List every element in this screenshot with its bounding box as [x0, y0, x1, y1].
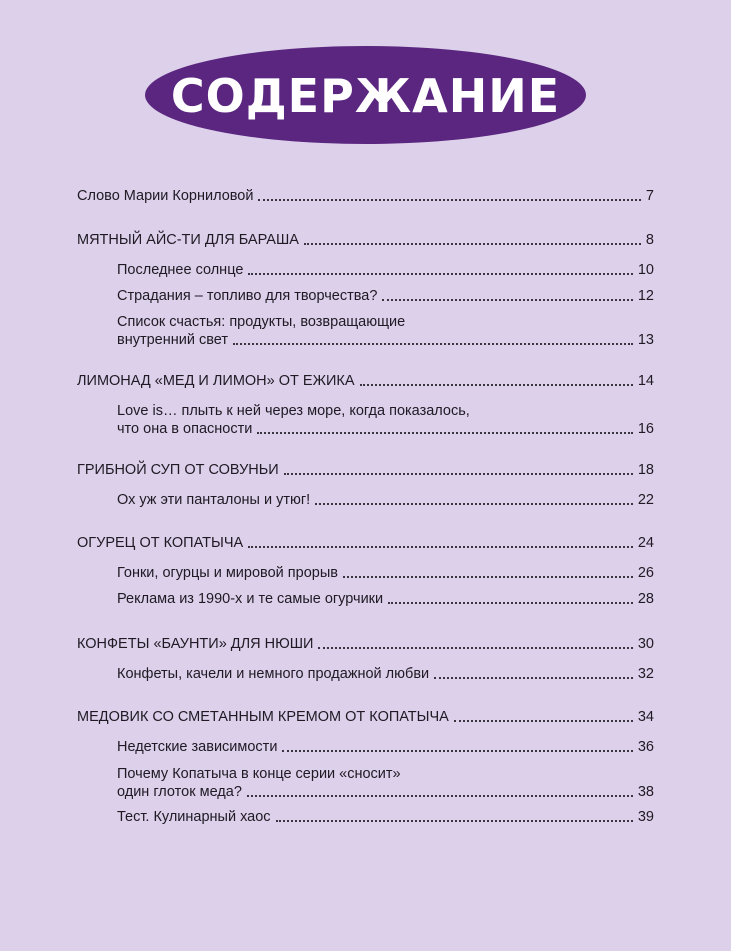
toc-subentry-label: внутренний свет	[117, 332, 228, 348]
toc-subentry[interactable]	[117, 492, 654, 509]
toc-subentry[interactable]	[117, 332, 654, 349]
toc-entry-page: 18	[637, 462, 654, 478]
toc-subentry-label: Конфеты, качели и немного продажной любви	[117, 666, 430, 682]
toc-entry-page: 34	[637, 709, 654, 725]
dot-leader	[304, 243, 641, 245]
toc-subentry-first-line[interactable]: Love is… плыть к ней через море, когда показалось,	[117, 403, 470, 419]
dot-leader	[248, 546, 633, 548]
toc-entry-label: ОГУРЕЦ ОТ КОПАТЫЧА	[77, 535, 244, 551]
dot-leader	[276, 820, 633, 822]
toc-subentry[interactable]	[117, 739, 654, 756]
dot-leader	[318, 647, 632, 649]
dot-leader	[284, 473, 633, 475]
toc-entry[interactable]	[77, 462, 654, 479]
toc-entry-label: ЛИМОНАД «МЕД И ЛИМОН» ОТ ЕЖИКА	[77, 373, 355, 389]
toc-subentry[interactable]	[117, 421, 654, 438]
toc-entry-page: 14	[637, 373, 654, 389]
toc-entry-page: 8	[645, 232, 654, 248]
toc-subentry-page: 22	[637, 492, 654, 508]
toc-entry-page: 30	[637, 636, 654, 652]
toc-subentry-page: 12	[637, 288, 654, 304]
toc-subentry[interactable]	[117, 288, 654, 305]
toc-subentry-page: 13	[637, 332, 654, 348]
toc-entry-label: МЯТНЫЙ АЙС-ТИ ДЛЯ БАРАША	[77, 232, 299, 248]
toc-subentry-label: Ох уж эти панталоны и утюг!	[117, 492, 311, 508]
dot-leader	[360, 384, 633, 386]
toc-subentry-first-line[interactable]: Почему Копатыча в конце серии «сносит»	[117, 766, 401, 782]
toc-subentry[interactable]	[117, 262, 654, 279]
dot-leader	[257, 432, 633, 434]
page-title: СОДЕРЖАНИЕ	[170, 69, 561, 123]
toc-subentry-label: Тест. Кулинарный хаос	[117, 809, 271, 825]
dot-leader	[248, 273, 632, 275]
toc-subentry[interactable]	[117, 591, 654, 608]
toc-subentry-page: 26	[637, 565, 654, 581]
dot-leader	[434, 677, 633, 679]
toc-subentry-page: 36	[637, 739, 654, 755]
toc-entry-label: КОНФЕТЫ «БАУНТИ» ДЛЯ НЮШИ	[77, 636, 314, 652]
dot-leader	[315, 503, 633, 505]
toc-entry-label: ГРИБНОЙ СУП ОТ СОВУНЬИ	[77, 462, 279, 478]
toc-subentry-page: 16	[637, 421, 654, 437]
dot-leader	[247, 795, 633, 797]
toc-entry[interactable]	[77, 636, 654, 653]
toc-entry[interactable]	[77, 535, 654, 552]
dot-leader	[233, 343, 633, 345]
dot-leader	[454, 720, 633, 722]
toc-entry[interactable]	[77, 373, 654, 390]
dot-leader	[343, 576, 633, 578]
toc-entry[interactable]	[77, 709, 654, 726]
toc-subentry-label: Последнее солнце	[117, 262, 244, 278]
dot-leader	[382, 299, 632, 301]
toc-entry-page: 7	[645, 188, 654, 204]
toc-subentry[interactable]	[117, 809, 654, 826]
dot-leader	[258, 199, 640, 201]
toc-subentry-page: 39	[637, 809, 654, 825]
toc-subentry-page: 32	[637, 666, 654, 682]
toc-subentry-label: Страдания – топливо для творчества?	[117, 288, 378, 304]
toc-entry-page: 24	[637, 535, 654, 551]
toc-subentry-label: что она в опасности	[117, 421, 253, 437]
toc-subentry-label: Реклама из 1990-х и те самые огурчики	[117, 591, 384, 607]
toc-subentry-page: 38	[637, 784, 654, 800]
dot-leader	[388, 602, 633, 604]
toc-subentry[interactable]	[117, 666, 654, 683]
toc-entry-label: МЕДОВИК СО СМЕТАННЫМ КРЕМОМ ОТ КОПАТЫЧА	[77, 709, 449, 725]
toc-subentry-page: 28	[637, 591, 654, 607]
toc-subentry-first-line[interactable]: Список счастья: продукты, возвращающие	[117, 314, 406, 330]
dot-leader	[282, 750, 632, 752]
toc-entry[interactable]	[77, 232, 654, 249]
toc-entry[interactable]	[77, 188, 654, 205]
toc-entry-label: Слово Марии Корниловой	[77, 188, 254, 204]
toc-subentry-label: Недетские зависимости	[117, 739, 278, 755]
toc-subentry[interactable]	[117, 784, 654, 801]
toc-subentry-label: Гонки, огурцы и мировой прорыв	[117, 565, 338, 581]
toc-subentry-label: один глоток меда?	[117, 784, 242, 800]
toc-subentry[interactable]	[117, 565, 654, 582]
toc-subentry-page: 10	[637, 262, 654, 278]
